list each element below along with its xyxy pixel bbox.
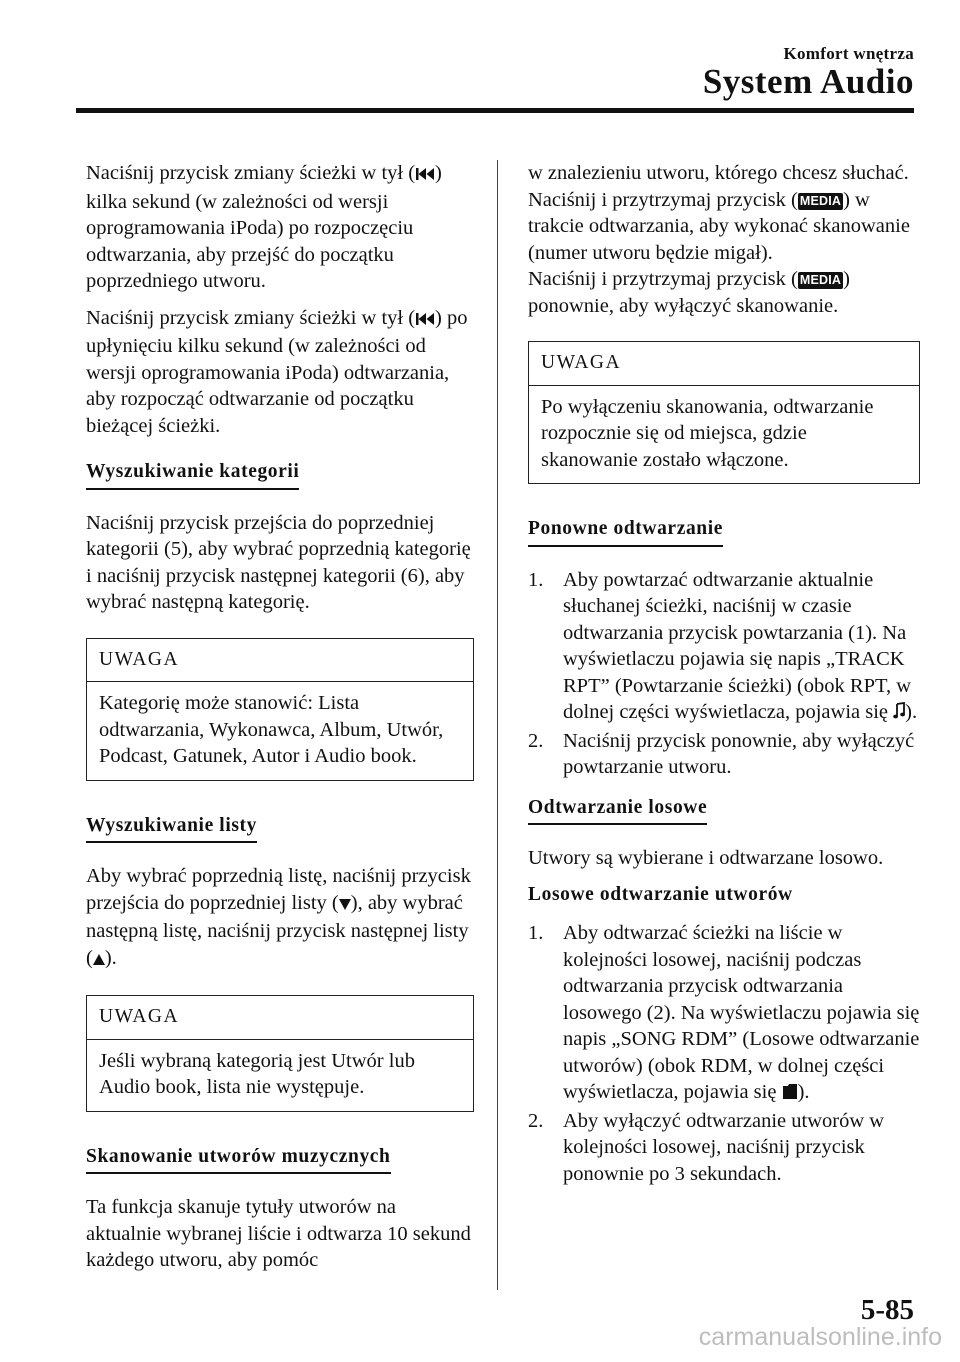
- repeat-steps: [528, 567, 920, 781]
- paragraph-scan-on: [528, 187, 920, 267]
- page-title: System Audio: [702, 62, 914, 101]
- list-item: [528, 728, 920, 781]
- note-box-1: [86, 638, 474, 781]
- folder-icon: [782, 1081, 798, 1108]
- music-note-icon: [893, 701, 905, 728]
- header-rule: [76, 108, 914, 113]
- page-number: 5-85: [860, 1294, 914, 1326]
- text: Naciśnij przycisk zmiany ścieżki w tył (: [86, 162, 416, 184]
- text: Aby odtwarzać ścieżki na liście w kolejności losowej, naciśnij podczas odtwarzania przycisk odtwarzania losowego (2). Na wyświetlaczu pojawia się napis „SONG RDM” (Losowe odtwarzanie utworów) (obok RDM, w dolnej części wyświetlacza, pojawia się: [563, 922, 920, 1103]
- text: ).: [104, 946, 117, 969]
- list-item: [528, 567, 920, 728]
- item-number: 2.: [528, 729, 544, 752]
- text: ).: [905, 701, 918, 723]
- text: Naciśnij przycisk zmiany ścieżki w tył (: [86, 306, 416, 329]
- text: ).: [797, 1081, 810, 1103]
- paragraph-scan-off: [528, 266, 920, 319]
- note-title: UWAGA: [87, 639, 473, 683]
- text: Aby wybrać poprzednią listę, naciśnij przycisk przejścia do poprzedniej listy (: [86, 865, 471, 914]
- note-title: UWAGA: [529, 342, 919, 386]
- heading-list-search: Wyszukiwanie listy: [86, 813, 257, 844]
- left-column: [86, 160, 474, 1284]
- paragraph-music-scan: Ta funkcja skanuje tytuły utworów na aktualnie wybranej liście i odtwarza 10 sekund każdego utworu, aby pomóc: [86, 1196, 471, 1271]
- watermark: carmanualsonline.info: [698, 1323, 942, 1351]
- text: ) po upłynięciu kilku sekund (w zależności od wersji oprogramowania iPoda) odtwarzania, aby rozpocząć odtwarzanie od początku bieżącej ścieżki.: [86, 306, 468, 437]
- media-button-icon: MEDIA: [799, 193, 842, 208]
- random-steps: [528, 920, 920, 1187]
- text: Naciśnij i przytrzymaj przycisk (: [528, 188, 798, 211]
- note-body: Jeśli wybraną kategorią jest Utwór lub Audio book, lista nie występuje.: [99, 1049, 415, 1098]
- text: Aby powtarzać odtwarzanie aktualnie słuchanej ścieżki, naciśnij w czasie odtwarzania przycisk powtarzania (1). Na wyświetlaczu pojawia się napis „TRACK RPT” (Powtarzanie ścieżki) (obok RPT, w dolnej części wyświetlacza, pojawia się: [563, 568, 912, 723]
- up-triangle-icon: [93, 947, 105, 974]
- paragraph-track-back-1: [86, 160, 474, 295]
- right-column: [528, 160, 920, 1197]
- item-number: 1.: [528, 568, 544, 591]
- item-number: 1.: [528, 922, 544, 944]
- column-divider: [497, 160, 498, 1290]
- paragraph-category-search: Naciśnij przycisk przejścia do poprzedniej kategorii (5), aby wybrać poprzednią kategorię i naciśnij przycisk następnej kategorii (6), aby wybrać następną kategorię.: [86, 511, 471, 613]
- note-body: Po wyłączeniu skanowania, odtwarzanie rozpocznie się od miejsca, gdzie skanowanie zostało włączone.: [541, 395, 874, 471]
- text: ) ponownie, aby wyłączyć skanowanie.: [528, 268, 850, 317]
- text: Naciśnij i przytrzymaj przycisk (: [528, 268, 798, 290]
- list-item: [528, 1108, 920, 1188]
- note-title: UWAGA: [87, 996, 473, 1040]
- heading-random-playback: Odtwarzanie losowe: [528, 795, 707, 826]
- paragraph-list-search: [86, 863, 474, 973]
- text: ), aby wybrać następną listę, naciśnij przycisk następnej listy (: [86, 891, 469, 969]
- note-box-2: [86, 995, 474, 1112]
- heading-repeat-playback: Ponowne odtwarzanie: [528, 516, 723, 547]
- text: ) w trakcie odtwarzania, aby wykonać skanowanie (numer utworu będzie migał).: [528, 188, 910, 264]
- heading-music-scan: Skanowanie utworów muzycznych: [86, 1144, 391, 1175]
- media-button-icon: MEDIA: [799, 273, 842, 287]
- text: Naciśnij przycisk ponownie, aby wyłączyć powtarzanie utworu.: [563, 729, 915, 778]
- item-number: 2.: [528, 1109, 544, 1132]
- note-body: Kategorię może stanowić: Lista odtwarzania, Wykonawca, Album, Utwór, Podcast, Gatunek, Autor i Audio book.: [99, 692, 444, 767]
- track-back-icon: [415, 162, 435, 189]
- paragraph-track-back-2: [86, 305, 474, 440]
- heading-category-search: Wyszukiwanie kategorii: [86, 459, 299, 490]
- track-back-icon: [415, 307, 435, 334]
- list-item: [528, 920, 920, 1108]
- paragraph-random: Utwory są wybierane i odtwarzane losowo.: [528, 847, 884, 869]
- paragraph-continued: w znalezieniu utworu, którego chcesz słuchać.: [528, 162, 909, 184]
- note-box-3: [528, 341, 920, 484]
- text: Aby wyłączyć odtwarzanie utworów w kolejności losowej, naciśnij przycisk ponownie po 3 sekundach.: [563, 1109, 885, 1185]
- subheading-random-songs: Losowe odtwarzanie utworów: [528, 883, 793, 905]
- text: ) kilka sekund (w zależności od wersji oprogramowania iPoda) po rozpoczęciu odtwarzania, aby przejść do początku poprzedniego utworu.: [86, 162, 442, 292]
- down-triangle-icon: [339, 892, 351, 919]
- section-label: Komfort wnętrza: [783, 44, 914, 63]
